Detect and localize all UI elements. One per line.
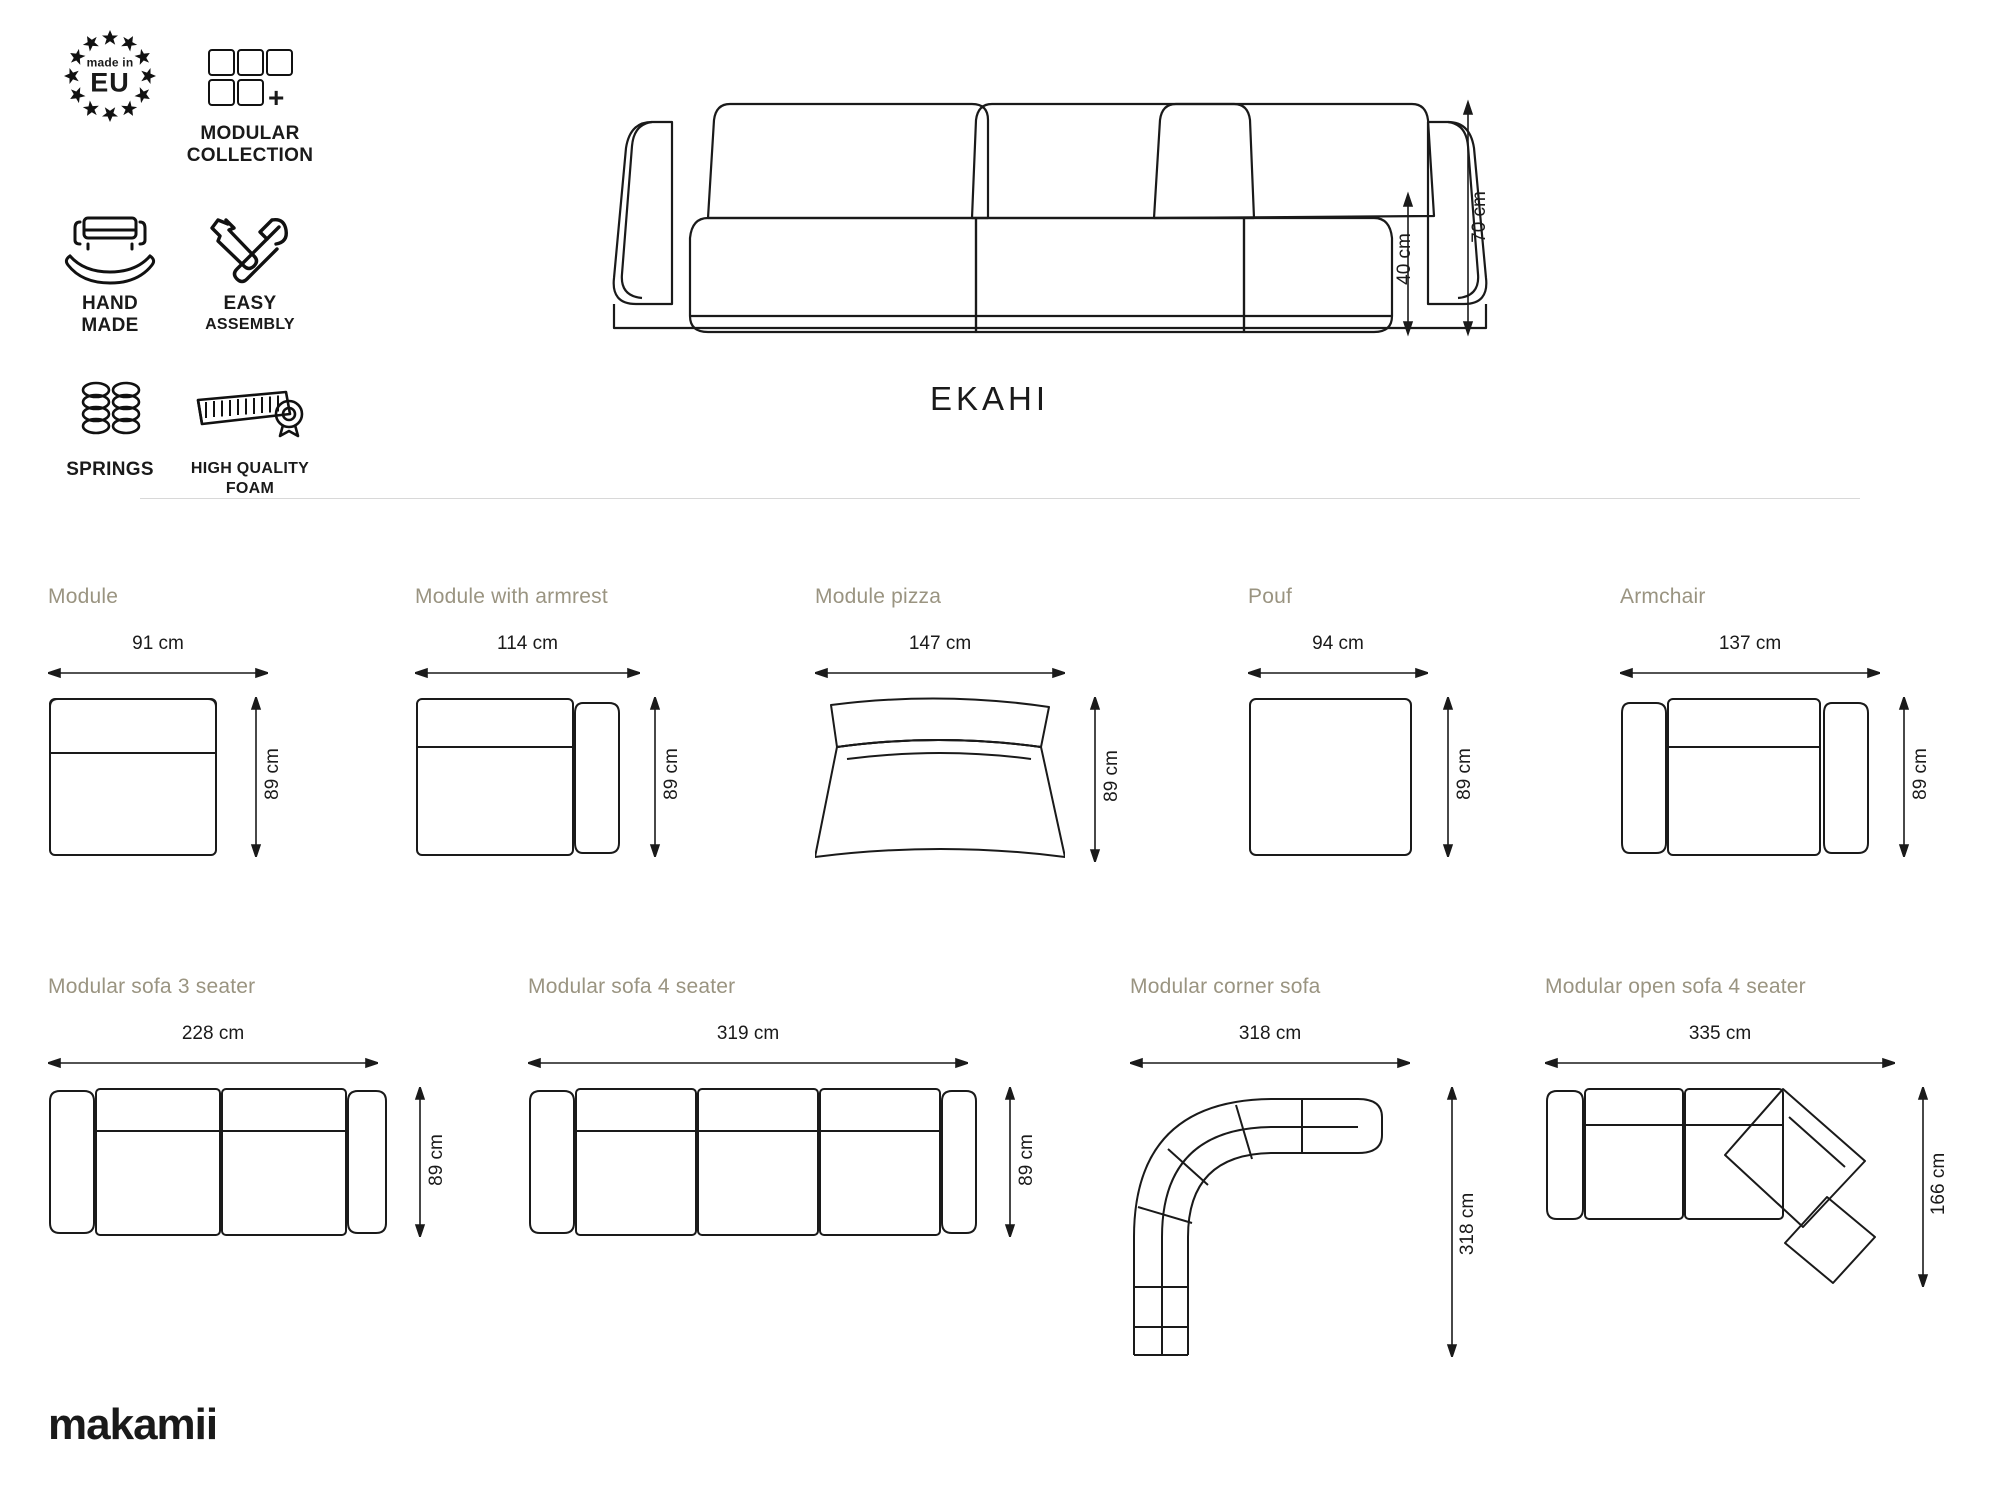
corner-width-dim	[1130, 1051, 1410, 1075]
badge-made-in-eu-line1: made in	[86, 55, 134, 70]
open-sofa-drawing	[1545, 1087, 1895, 1287]
module-pizza-height-label: 89 cm	[1101, 750, 1122, 802]
sofa4-width-dim	[528, 1051, 968, 1075]
product-title: EKAHI	[930, 380, 1050, 417]
badge-high-quality-foam-line2: FOAM	[225, 480, 275, 497]
badge-row-1	[40, 30, 320, 166]
badge-hand-made	[40, 200, 180, 336]
corner-sofa-drawing	[1130, 1087, 1420, 1357]
module-drawing	[48, 697, 218, 857]
open4-height-label: 166 cm	[1928, 1152, 1949, 1216]
corner-width-label: 318 cm	[1238, 1023, 1302, 1044]
product-sofa-4-seater	[528, 975, 1037, 1186]
product-module-title: Module	[48, 585, 119, 608]
open4-width-label: 335 cm	[1688, 1023, 1752, 1044]
armchair-drawing	[1620, 697, 1870, 857]
badge-springs-line1: SPRINGS	[66, 459, 154, 480]
product-corner-sofa	[1130, 975, 1478, 1256]
eu-stars-icon	[40, 30, 180, 122]
sofa3-width-label: 228 cm	[181, 1023, 245, 1044]
product-open-sofa-4-seater	[1545, 975, 1949, 1216]
badge-modular-collection-line1: MODULAR	[200, 123, 300, 144]
open4-width-dim	[1545, 1051, 1895, 1075]
badge-hand-made-line1: HAND	[81, 293, 139, 314]
product-module-armrest-title: Module with armrest	[415, 585, 608, 608]
sofa4-width-label: 319 cm	[716, 1023, 780, 1044]
badge-row-2	[40, 200, 320, 336]
badge-made-in-eu	[40, 30, 180, 144]
product-module-pizza	[815, 585, 1122, 802]
module-pizza-width-dim	[815, 661, 1065, 685]
badge-row-3	[40, 366, 320, 498]
module-armrest-width-label: 114 cm	[497, 633, 558, 654]
hero-dimension-lines	[1370, 50, 1520, 350]
foam-badge-icon	[180, 366, 320, 458]
corner-height-label: 318 cm	[1457, 1192, 1478, 1256]
badge-high-quality-foam-line1: HIGH QUALITY	[190, 460, 310, 477]
module-height-label: 89 cm	[262, 748, 283, 800]
module-pizza-drawing	[815, 697, 1065, 862]
module-width-dim	[48, 661, 268, 685]
pouf-drawing	[1248, 697, 1413, 857]
product-module-armrest	[415, 585, 682, 800]
pouf-width-dim	[1248, 661, 1428, 685]
module-width-label: 91 cm	[132, 633, 184, 654]
springs-icon	[40, 366, 180, 458]
badge-springs	[40, 366, 180, 480]
hero-sofa-drawing	[600, 60, 1500, 350]
badge-easy-assembly	[180, 200, 320, 334]
badge-modular-collection-line2: COLLECTION	[186, 145, 314, 166]
product-sofa-4-seater-title: Modular sofa 4 seater	[528, 975, 736, 998]
pouf-height-label: 89 cm	[1454, 748, 1475, 800]
hero-total-height-label: 70 cm	[1469, 191, 1490, 243]
pouf-width-label: 94 cm	[1312, 633, 1364, 654]
tools-icon	[180, 200, 320, 292]
badge-made-in-eu-line2: EU	[90, 67, 130, 98]
product-pouf-title: Pouf	[1248, 585, 1292, 608]
sofa3-drawing	[48, 1087, 388, 1237]
product-armchair	[1620, 585, 1931, 800]
badge-modular-collection	[180, 30, 320, 166]
section-divider	[140, 498, 1860, 499]
sofa4-height-label: 89 cm	[1016, 1134, 1037, 1186]
sofa4-drawing	[528, 1087, 978, 1237]
module-armrest-width-dim	[415, 661, 640, 685]
product-module	[48, 585, 283, 800]
sofa3-width-dim	[48, 1051, 378, 1075]
sofa3-height-label: 89 cm	[426, 1134, 447, 1186]
product-pouf	[1248, 585, 1475, 800]
module-armrest-drawing	[415, 697, 625, 857]
module-pizza-width-label: 147 cm	[908, 633, 972, 654]
badge-hand-made-line2: MADE	[81, 315, 139, 336]
product-corner-sofa-title: Modular corner sofa	[1130, 975, 1321, 998]
armchair-height-label: 89 cm	[1910, 748, 1931, 800]
product-armchair-title: Armchair	[1620, 585, 1706, 608]
armchair-width-dim	[1620, 661, 1880, 685]
badge-easy-assembly-line2: ASSEMBLY	[205, 316, 295, 333]
feature-badges	[40, 30, 320, 498]
modular-squares-icon: +	[180, 30, 320, 122]
product-sofa-3-seater-title: Modular sofa 3 seater	[48, 975, 256, 998]
product-open-sofa-title: Modular open sofa 4 seater	[1545, 975, 1806, 998]
module-armrest-height-label: 89 cm	[661, 748, 682, 800]
brand-logo: makamii	[48, 1400, 218, 1449]
badge-high-quality-foam	[180, 366, 320, 498]
product-module-pizza-title: Module pizza	[815, 585, 942, 608]
hand-sofa-icon	[40, 200, 180, 292]
hero-seat-height-label: 40 cm	[1394, 233, 1415, 285]
armchair-width-label: 137 cm	[1718, 633, 1782, 654]
badge-easy-assembly-line1: EASY	[223, 293, 277, 314]
product-sofa-3-seater	[48, 975, 447, 1186]
